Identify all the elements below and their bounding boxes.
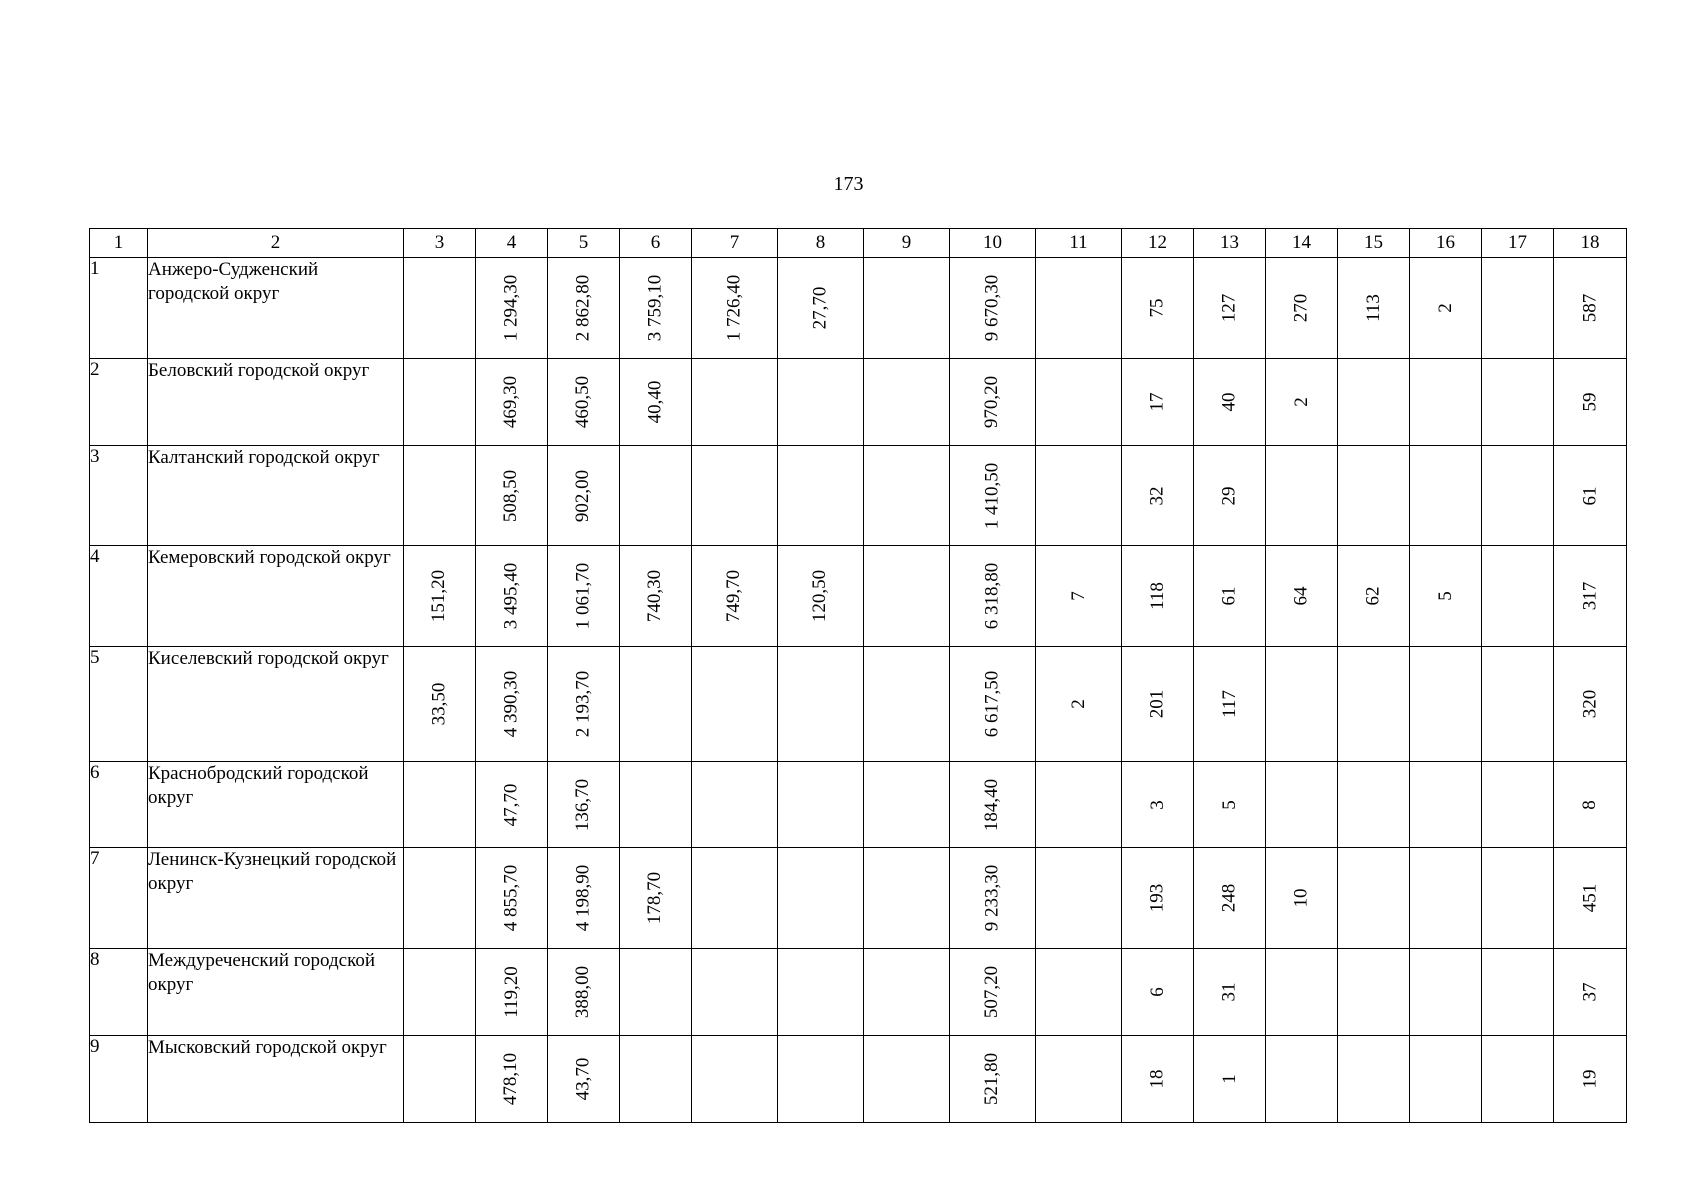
- data-cell: [548, 762, 620, 848]
- cell-value: 1 410,50: [981, 462, 1003, 529]
- cell-value: 33,50: [428, 682, 450, 726]
- table-row: [90, 848, 1627, 949]
- data-cell: [692, 546, 778, 647]
- table-row: [90, 647, 1627, 762]
- cell-value: 31: [1218, 982, 1240, 1002]
- table-body: [90, 258, 1627, 1123]
- data-cell: [778, 949, 864, 1036]
- data-cell: [1338, 359, 1410, 446]
- cell-value: 460,50: [572, 375, 594, 429]
- data-cell: [1194, 848, 1266, 949]
- data-cell: [620, 1036, 692, 1123]
- data-cell: [1122, 258, 1194, 359]
- column-header: 3: [404, 229, 476, 258]
- data-cell: [548, 446, 620, 546]
- data-cell: [1410, 258, 1482, 359]
- data-cell: [1036, 1036, 1122, 1123]
- data-cell: [950, 762, 1036, 848]
- data-cell: [1194, 949, 1266, 1036]
- cell-value: 1 726,40: [723, 274, 745, 342]
- data-cell: [1338, 546, 1410, 647]
- cell-value: 75: [1146, 298, 1168, 318]
- column-header: 10: [950, 229, 1036, 258]
- data-cell: [476, 647, 548, 762]
- data-cell: [1194, 546, 1266, 647]
- district-name: Краснобродский городской округ: [148, 762, 404, 848]
- data-cell: [476, 546, 548, 647]
- district-name: Беловский городской округ: [148, 359, 404, 446]
- data-cell: [620, 762, 692, 848]
- data-cell: [1482, 949, 1554, 1036]
- data-cell: [778, 848, 864, 949]
- cell-value: 1: [1218, 1074, 1240, 1084]
- data-cell: [476, 359, 548, 446]
- data-cell: [1122, 359, 1194, 446]
- data-cell: [1122, 762, 1194, 848]
- cell-value: 61: [1579, 486, 1600, 505]
- data-cell: [1266, 1036, 1338, 1123]
- data-cell: [1122, 446, 1194, 546]
- column-header: 8: [778, 229, 864, 258]
- row-number: 9: [90, 1036, 148, 1123]
- data-cell: [1036, 258, 1122, 359]
- cell-value: 40,40: [644, 380, 666, 424]
- data-cell: [404, 647, 476, 762]
- cell-value: 902,00: [572, 469, 594, 522]
- data-cell: [404, 359, 476, 446]
- column-header: 12: [1122, 229, 1194, 258]
- data-cell: [864, 762, 950, 848]
- district-name: Ленинск-Кузнецкий городской округ: [148, 848, 404, 949]
- data-cell: [404, 446, 476, 546]
- data-cell: [1482, 359, 1554, 446]
- cell-value: 4 390,30: [500, 670, 522, 738]
- data-cell: [548, 359, 620, 446]
- column-header: 7: [692, 229, 778, 258]
- data-cell: [1266, 359, 1338, 446]
- data-cell: [1338, 446, 1410, 546]
- table-row: [90, 258, 1627, 359]
- cell-value: 3: [1146, 799, 1168, 810]
- data-cell: [620, 359, 692, 446]
- cell-value: 193: [1146, 883, 1168, 913]
- data-cell: [1410, 546, 1482, 647]
- row-number: 1: [90, 258, 148, 359]
- data-cell: [548, 848, 620, 949]
- cell-value: 18: [1146, 1069, 1168, 1089]
- data-cell: [692, 359, 778, 446]
- data-cell: [950, 848, 1036, 949]
- table-row: [90, 762, 1627, 848]
- cell-value: 469,30: [500, 375, 522, 429]
- cell-value: 117: [1218, 690, 1240, 718]
- row-number: 3: [90, 446, 148, 546]
- row-number: 6: [90, 762, 148, 848]
- data-cell: [1036, 446, 1122, 546]
- district-name: Кемеровский городской округ: [148, 546, 404, 647]
- data-cell: [778, 1036, 864, 1123]
- data-cell: [620, 647, 692, 762]
- data-cell: [778, 647, 864, 762]
- cell-value: 2: [1290, 397, 1312, 407]
- data-cell: [1122, 949, 1194, 1036]
- data-cell: [1266, 258, 1338, 359]
- data-cell: [1410, 762, 1482, 848]
- data-cell: [1036, 647, 1122, 762]
- data-cell: [1554, 546, 1627, 647]
- data-cell: [1194, 446, 1266, 546]
- data-cell: [404, 949, 476, 1036]
- data-cell: [1554, 647, 1627, 762]
- cell-value: 201: [1146, 689, 1168, 719]
- district-name: Калтанский городской округ: [148, 446, 404, 546]
- cell-value: 5: [1218, 799, 1240, 810]
- data-cell: [620, 546, 692, 647]
- cell-value: 970,20: [981, 375, 1003, 429]
- data-cell: [1266, 848, 1338, 949]
- data-cell: [1482, 647, 1554, 762]
- cell-value: 118: [1146, 582, 1168, 610]
- data-cell: [1122, 1036, 1194, 1123]
- data-cell: [1338, 762, 1410, 848]
- data-cell: [778, 258, 864, 359]
- cell-value: 521,80: [981, 1052, 1003, 1106]
- cell-value: 451: [1579, 883, 1600, 913]
- column-header: 16: [1410, 229, 1482, 258]
- cell-value: 7: [1067, 591, 1089, 601]
- column-header: 13: [1194, 229, 1266, 258]
- data-cell: [476, 446, 548, 546]
- data-cell: [778, 762, 864, 848]
- data-cell: [1266, 446, 1338, 546]
- column-header: 15: [1338, 229, 1410, 258]
- data-cell: [1194, 258, 1266, 359]
- column-header: 14: [1266, 229, 1338, 258]
- cell-value: 6 617,50: [981, 670, 1003, 738]
- data-cell: [1482, 258, 1554, 359]
- data-cell: [620, 258, 692, 359]
- column-header: 9: [864, 229, 950, 258]
- data-cell: [692, 1036, 778, 1123]
- data-cell: [1410, 949, 1482, 1036]
- cell-value: 113: [1362, 294, 1384, 322]
- cell-value: 17: [1146, 392, 1168, 412]
- data-cell: [864, 359, 950, 446]
- column-header: 11: [1036, 229, 1122, 258]
- page-number: 173: [833, 173, 864, 195]
- cell-value: 6 318,80: [981, 562, 1003, 630]
- data-cell: [1194, 359, 1266, 446]
- cell-value: 37: [1579, 982, 1600, 1002]
- column-header: 18: [1554, 229, 1627, 258]
- data-cell: [620, 848, 692, 949]
- data-cell: [864, 848, 950, 949]
- data-cell: [1266, 762, 1338, 848]
- data-cell: [1410, 647, 1482, 762]
- data-cell: [1554, 949, 1627, 1036]
- column-header: 5: [548, 229, 620, 258]
- data-cell: [620, 949, 692, 1036]
- data-cell: [1554, 258, 1627, 359]
- cell-value: 587: [1579, 293, 1600, 323]
- cell-value: 151,20: [428, 569, 450, 623]
- data-cell: [864, 949, 950, 1036]
- data-cell: [950, 258, 1036, 359]
- data-cell: [692, 446, 778, 546]
- data-cell: [1266, 647, 1338, 762]
- cell-value: 6: [1146, 987, 1168, 997]
- data-cell: [1266, 949, 1338, 1036]
- data-cell: [404, 1036, 476, 1123]
- cell-value: 320: [1579, 689, 1600, 719]
- data-cell: [1410, 359, 1482, 446]
- table-row: [90, 1036, 1627, 1123]
- data-cell: [1122, 546, 1194, 647]
- cell-value: 1 294,30: [500, 274, 522, 342]
- data-cell: [1410, 848, 1482, 949]
- row-number: 4: [90, 546, 148, 647]
- table-row: [90, 359, 1627, 446]
- data-cell: [1338, 647, 1410, 762]
- cell-value: 136,70: [572, 778, 594, 831]
- cell-value: 3 495,40: [500, 562, 522, 630]
- column-header: 2: [148, 229, 404, 258]
- data-cell: [864, 647, 950, 762]
- data-cell: [1554, 359, 1627, 446]
- cell-value: 4 855,70: [500, 864, 522, 932]
- table-row: [90, 546, 1627, 647]
- data-cell: [1036, 848, 1122, 949]
- data-cell: [864, 1036, 950, 1123]
- data-cell: [692, 848, 778, 949]
- data-cell: [404, 258, 476, 359]
- column-header: 1: [90, 229, 148, 258]
- data-cell: [404, 546, 476, 647]
- cell-value: 3 759,10: [644, 274, 666, 342]
- data-cell: [1122, 647, 1194, 762]
- data-cell: [404, 762, 476, 848]
- district-name: Мысковский городской округ: [148, 1036, 404, 1123]
- data-cell: [864, 258, 950, 359]
- data-cell: [1338, 258, 1410, 359]
- cell-value: 27,70: [809, 286, 831, 330]
- cell-value: 749,70: [723, 569, 745, 623]
- cell-value: 178,70: [644, 871, 666, 925]
- data-cell: [548, 647, 620, 762]
- cell-value: 508,50: [500, 469, 522, 522]
- row-number: 8: [90, 949, 148, 1036]
- cell-value: 64: [1290, 586, 1312, 606]
- table-row: [90, 446, 1627, 546]
- cell-value: 10: [1290, 888, 1312, 908]
- cell-value: 29: [1218, 486, 1240, 505]
- data-cell: [950, 647, 1036, 762]
- data-cell: [864, 446, 950, 546]
- cell-value: 47,70: [500, 783, 522, 826]
- cell-value: 8: [1579, 799, 1600, 810]
- data-cell: [1194, 647, 1266, 762]
- data-cell: [1482, 762, 1554, 848]
- cell-value: 59: [1579, 392, 1600, 412]
- data-cell: [1554, 446, 1627, 546]
- data-cell: [1554, 1036, 1627, 1123]
- cell-value: 184,40: [981, 778, 1003, 831]
- data-cell: [692, 258, 778, 359]
- data-cell: [476, 762, 548, 848]
- data-cell: [950, 446, 1036, 546]
- data-cell: [1036, 359, 1122, 446]
- cell-value: 2 862,80: [572, 274, 594, 342]
- data-cell: [1482, 1036, 1554, 1123]
- data-table: [89, 228, 1627, 1123]
- data-cell: [1338, 1036, 1410, 1123]
- cell-value: 2: [1434, 303, 1456, 313]
- cell-value: 43,70: [572, 1057, 594, 1101]
- data-cell: [1036, 949, 1122, 1036]
- data-cell: [692, 949, 778, 1036]
- row-number: 2: [90, 359, 148, 446]
- column-header: 17: [1482, 229, 1554, 258]
- row-number: 7: [90, 848, 148, 949]
- district-name: Междуреченский городской округ: [148, 949, 404, 1036]
- data-cell: [1036, 762, 1122, 848]
- data-cell: [1194, 1036, 1266, 1123]
- data-cell: [476, 258, 548, 359]
- data-cell: [620, 446, 692, 546]
- cell-value: 4 198,90: [572, 864, 594, 932]
- cell-value: 127: [1218, 293, 1240, 323]
- cell-value: 120,50: [809, 569, 831, 623]
- cell-value: 5: [1434, 591, 1456, 601]
- data-cell: [1266, 546, 1338, 647]
- cell-value: 270: [1290, 293, 1312, 323]
- data-cell: [1338, 848, 1410, 949]
- district-name: Анжеро-Судженский городской округ: [148, 258, 404, 359]
- data-cell: [778, 546, 864, 647]
- data-cell: [1482, 848, 1554, 949]
- data-cell: [1194, 762, 1266, 848]
- data-cell: [778, 359, 864, 446]
- data-cell: [548, 258, 620, 359]
- data-cell: [950, 359, 1036, 446]
- data-cell: [1554, 848, 1627, 949]
- data-cell: [692, 647, 778, 762]
- cell-value: 507,20: [981, 965, 1003, 1019]
- data-cell: [1482, 446, 1554, 546]
- data-cell: [778, 446, 864, 546]
- cell-value: 2 193,70: [572, 670, 594, 738]
- cell-value: 2: [1067, 699, 1089, 709]
- cell-value: 61: [1218, 586, 1240, 606]
- data-cell: [1482, 546, 1554, 647]
- cell-value: 119,20: [500, 966, 522, 1018]
- data-cell: [950, 546, 1036, 647]
- column-header: 4: [476, 229, 548, 258]
- data-cell: [1410, 1036, 1482, 1123]
- cell-value: 62: [1362, 586, 1384, 606]
- cell-value: 248: [1218, 883, 1240, 913]
- cell-value: 1 061,70: [572, 562, 594, 630]
- data-cell: [476, 949, 548, 1036]
- data-cell: [1410, 446, 1482, 546]
- data-cell: [864, 546, 950, 647]
- data-cell: [548, 1036, 620, 1123]
- data-cell: [692, 762, 778, 848]
- cell-value: 40: [1218, 392, 1240, 412]
- column-header: 6: [620, 229, 692, 258]
- data-cell: [950, 949, 1036, 1036]
- cell-value: 32: [1146, 486, 1168, 505]
- district-name: Киселевский городской округ: [148, 647, 404, 762]
- cell-value: 317: [1579, 581, 1600, 611]
- cell-value: 9 233,30: [981, 864, 1003, 932]
- data-cell: [548, 949, 620, 1036]
- data-cell: [1122, 848, 1194, 949]
- data-cell: [950, 1036, 1036, 1123]
- data-cell: [476, 1036, 548, 1123]
- data-cell: [1036, 546, 1122, 647]
- data-cell: [476, 848, 548, 949]
- cell-value: 388,00: [572, 965, 594, 1019]
- cell-value: 740,30: [644, 569, 666, 623]
- cell-value: 478,10: [500, 1052, 522, 1106]
- cell-value: 19: [1579, 1069, 1600, 1089]
- table-row: [90, 949, 1627, 1036]
- data-cell: [548, 546, 620, 647]
- header-row: [90, 229, 1627, 258]
- data-cell: [404, 848, 476, 949]
- row-number: 5: [90, 647, 148, 762]
- data-cell: [1554, 762, 1627, 848]
- cell-value: 9 670,30: [981, 274, 1003, 342]
- data-cell: [1338, 949, 1410, 1036]
